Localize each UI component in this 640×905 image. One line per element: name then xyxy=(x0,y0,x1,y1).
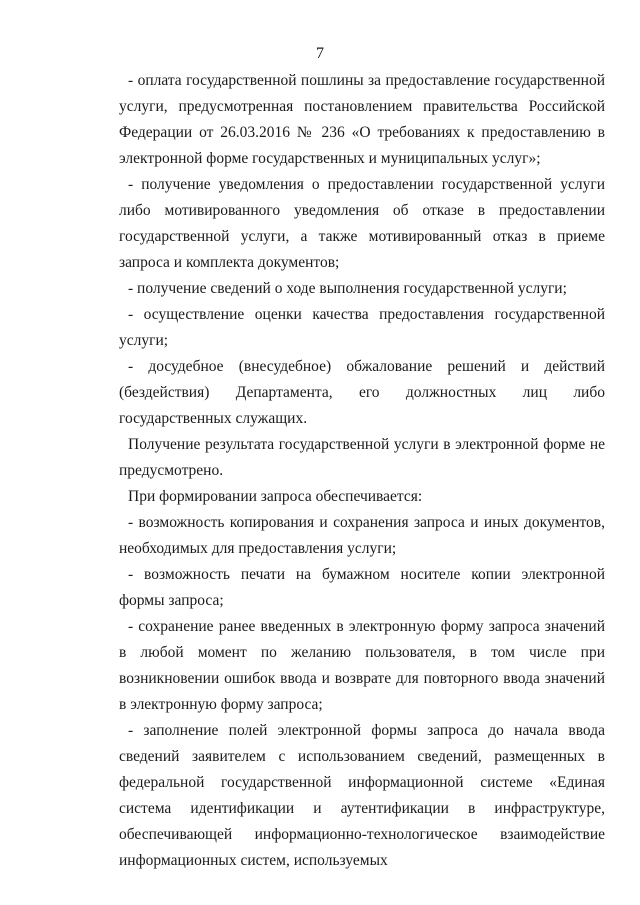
paragraph-request-formation-heading: При формировании запроса обеспечивается: xyxy=(128,488,423,505)
paragraph-copy-save: - возможность копирования и сохранения запроса и иных документов, необходимых для предоставления услуги; xyxy=(119,514,605,557)
page-number: 7 xyxy=(316,45,324,62)
paragraph-quality-assessment: - осуществление оценки качества предоставления государственной услуги; xyxy=(119,306,605,349)
paragraph-save-values: - сохранение ранее введенных в электронную форму запроса значений в любой момент по желанию пользователя, в том числе при возникновении ошибок ввода и возврате для повторного ввода значений в электронную форму запроса; xyxy=(119,618,605,713)
paragraph-state-fee-payment: - оплата государственной пошлины за предоставление государственной услуги, предусмотренная постановлением правительства Российской Федерации от 26.03.2016 № 236 «О требованиях к предоставлению в электронной форме государственных и муниципальных услуг»; xyxy=(119,72,605,167)
document-body xyxy=(119,68,605,874)
paragraph-pretrial-appeal: - досудебное (внесудебное) обжалование решений и действий (бездействия) Департамента, его должностных лиц либо государственных служащих. xyxy=(119,358,605,427)
paragraph-notification-receipt: - получение уведомления о предоставлении государственной услуги либо мотивированного уведомления об отказе в предоставлении государственной услуги, а также мотивированный отказ в приеме запроса и комплекта документов; xyxy=(119,176,605,271)
paragraph-autofill-fields: - заполнение полей электронной формы запроса до начала ввода сведений заявителем с использованием сведений, размещенных в федеральной государственной информационной системе «Единая система идентификации и аутентификации в инфраструктуре, обеспечивающей информационно-технологическое взаимодействие информационных систем, используемых xyxy=(119,722,605,869)
paragraph-print-copy: - возможность печати на бумажном носителе копии электронной формы запроса; xyxy=(119,566,605,609)
paragraph-result-not-provided: Получение результата государственной услуги в электронной форме не предусмотрено. xyxy=(119,436,605,479)
paragraph-progress-info: - получение сведений о ходе выполнения государственной услуги; xyxy=(128,280,567,297)
